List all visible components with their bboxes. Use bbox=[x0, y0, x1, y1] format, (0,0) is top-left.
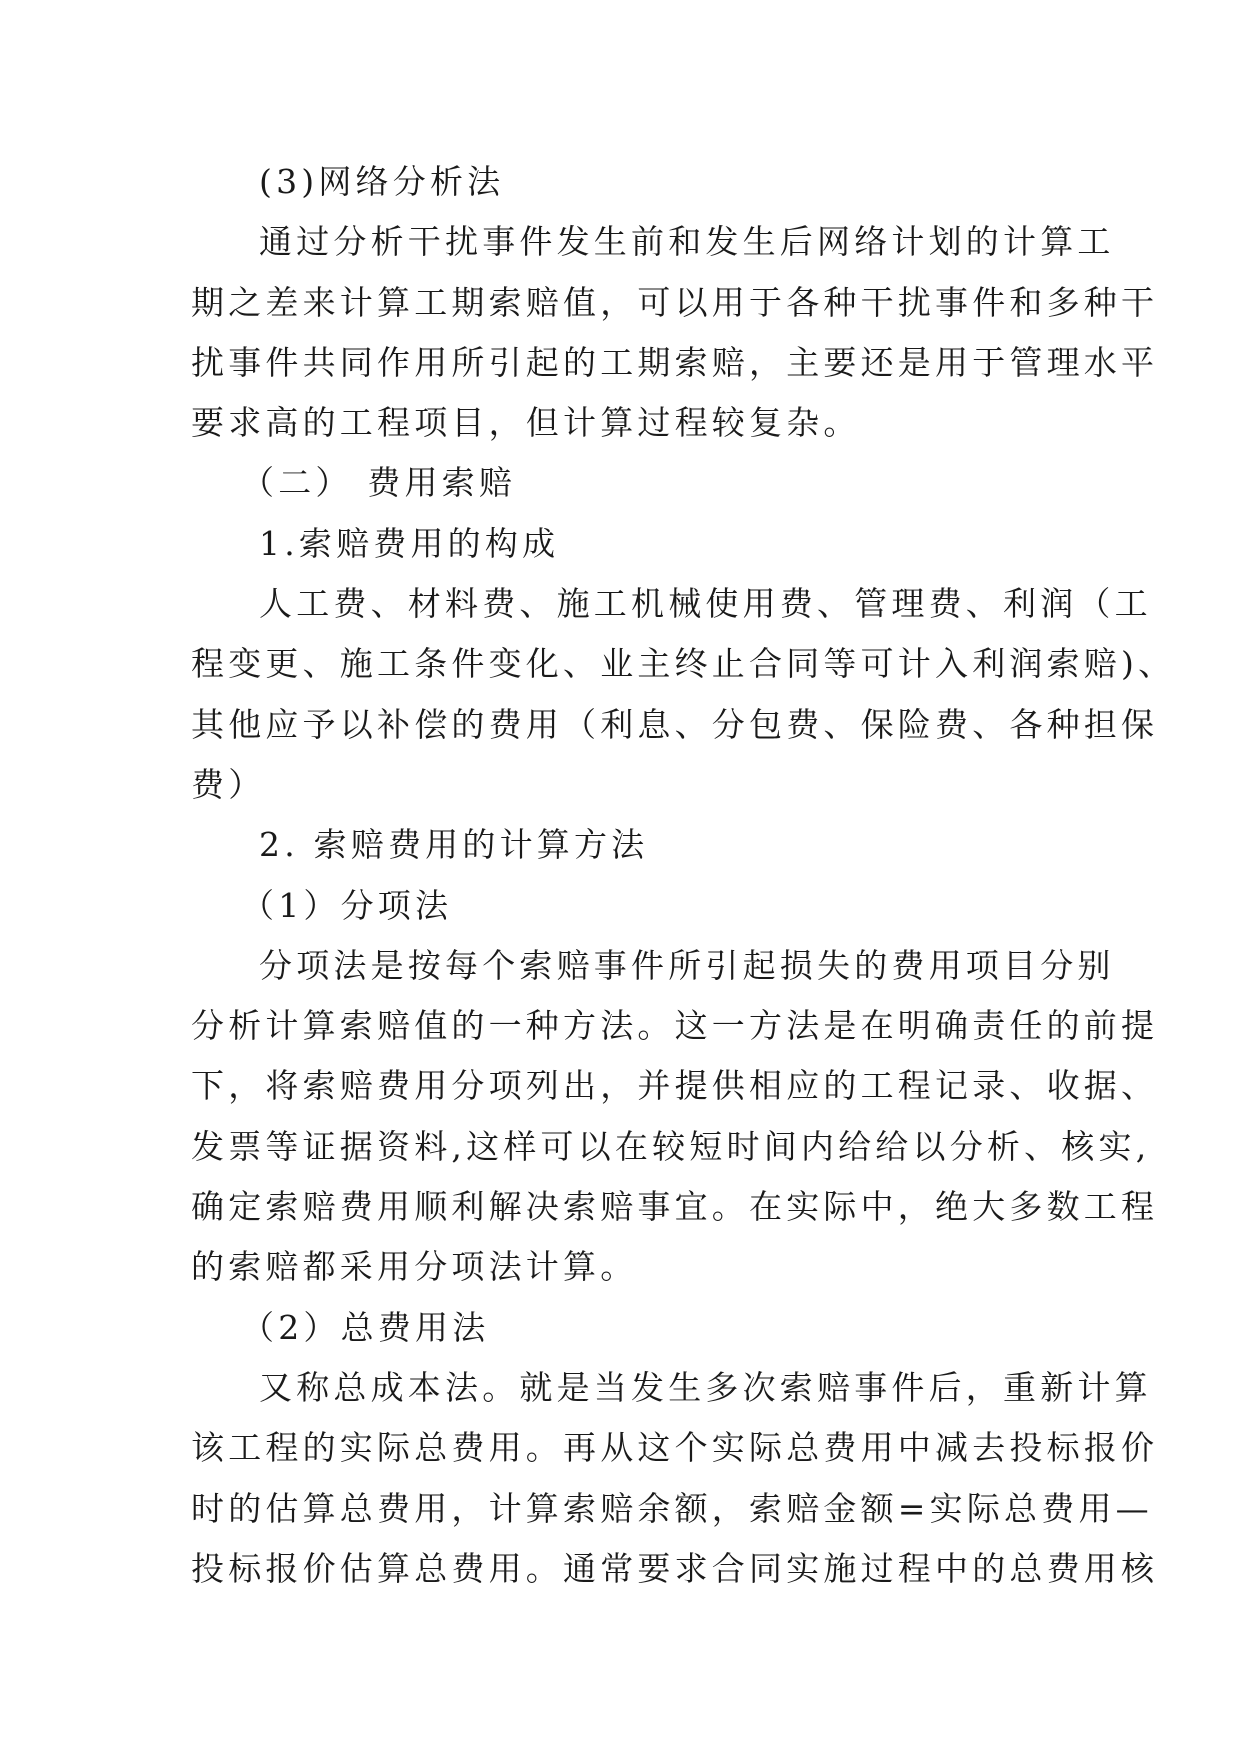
document-body bbox=[191, 160, 1176, 1607]
paragraph-line: 下，将索赔费用分项列出，并提供相应的工程记录、收据、 bbox=[191, 1066, 1159, 1106]
paragraph-line: 扰事件共同作用所引起的工期索赔，主要还是用于管理水平 bbox=[191, 342, 1159, 382]
section-heading: （2）总费用法 bbox=[241, 1307, 490, 1347]
paragraph-line: 期之差来计算工期索赔值，可以用于各种干扰事件和多种干 bbox=[191, 282, 1159, 322]
paragraph-line: 程变更、施工条件变化、业主终止合同等可计入利润索赔)、 bbox=[191, 644, 1176, 684]
paragraph-line: 时的估算总费用，计算索赔余额，索赔金额=实际总费用— bbox=[191, 1488, 1153, 1528]
section-heading: (3)网络分析法 bbox=[259, 162, 505, 201]
paragraph-line: 分析计算索赔值的一种方法。这一方法是在明确责任的前提 bbox=[191, 1006, 1159, 1046]
paragraph-line: 确定索赔费用顺利解决索赔事宜。在实际中，绝大多数工程 bbox=[191, 1187, 1159, 1227]
section-heading: 2. 索赔费用的计算方法 bbox=[259, 825, 649, 865]
paragraph-line: 其他应予以补偿的费用（利息、分包费、保险费、各种担保 bbox=[191, 704, 1159, 744]
paragraph-line: 费） bbox=[191, 764, 266, 804]
paragraph-line: 发票等证据资料,这样可以在较短时间内给给以分析、核实, bbox=[191, 1126, 1151, 1166]
paragraph-line: 投标报价估算总费用。通常要求合同实施过程中的总费用核 bbox=[191, 1548, 1159, 1588]
paragraph-line: 的索赔都采用分项法计算。 bbox=[191, 1247, 638, 1287]
paragraph-line: 又称总成本法。就是当发生多次索赔事件后，重新计算 bbox=[259, 1367, 1152, 1407]
section-heading: 1.索赔费用的构成 bbox=[259, 523, 560, 563]
paragraph-line: 要求高的工程项目，但计算过程较复杂。 bbox=[191, 403, 861, 443]
paragraph-line: 该工程的实际总费用。再从这个实际总费用中减去投标报价 bbox=[191, 1428, 1159, 1468]
paragraph-line: 通过分析干扰事件发生前和发生后网络计划的计算工 bbox=[259, 222, 1115, 262]
paragraph-line: 人工费、材料费、施工机械使用费、管理费、利润（工 bbox=[259, 584, 1152, 624]
paragraph-line: 分项法是按每个索赔事件所引起损失的费用项目分别 bbox=[259, 945, 1115, 985]
section-heading: （1）分项法 bbox=[241, 885, 453, 925]
section-heading: （二） 费用索赔 bbox=[241, 463, 517, 503]
